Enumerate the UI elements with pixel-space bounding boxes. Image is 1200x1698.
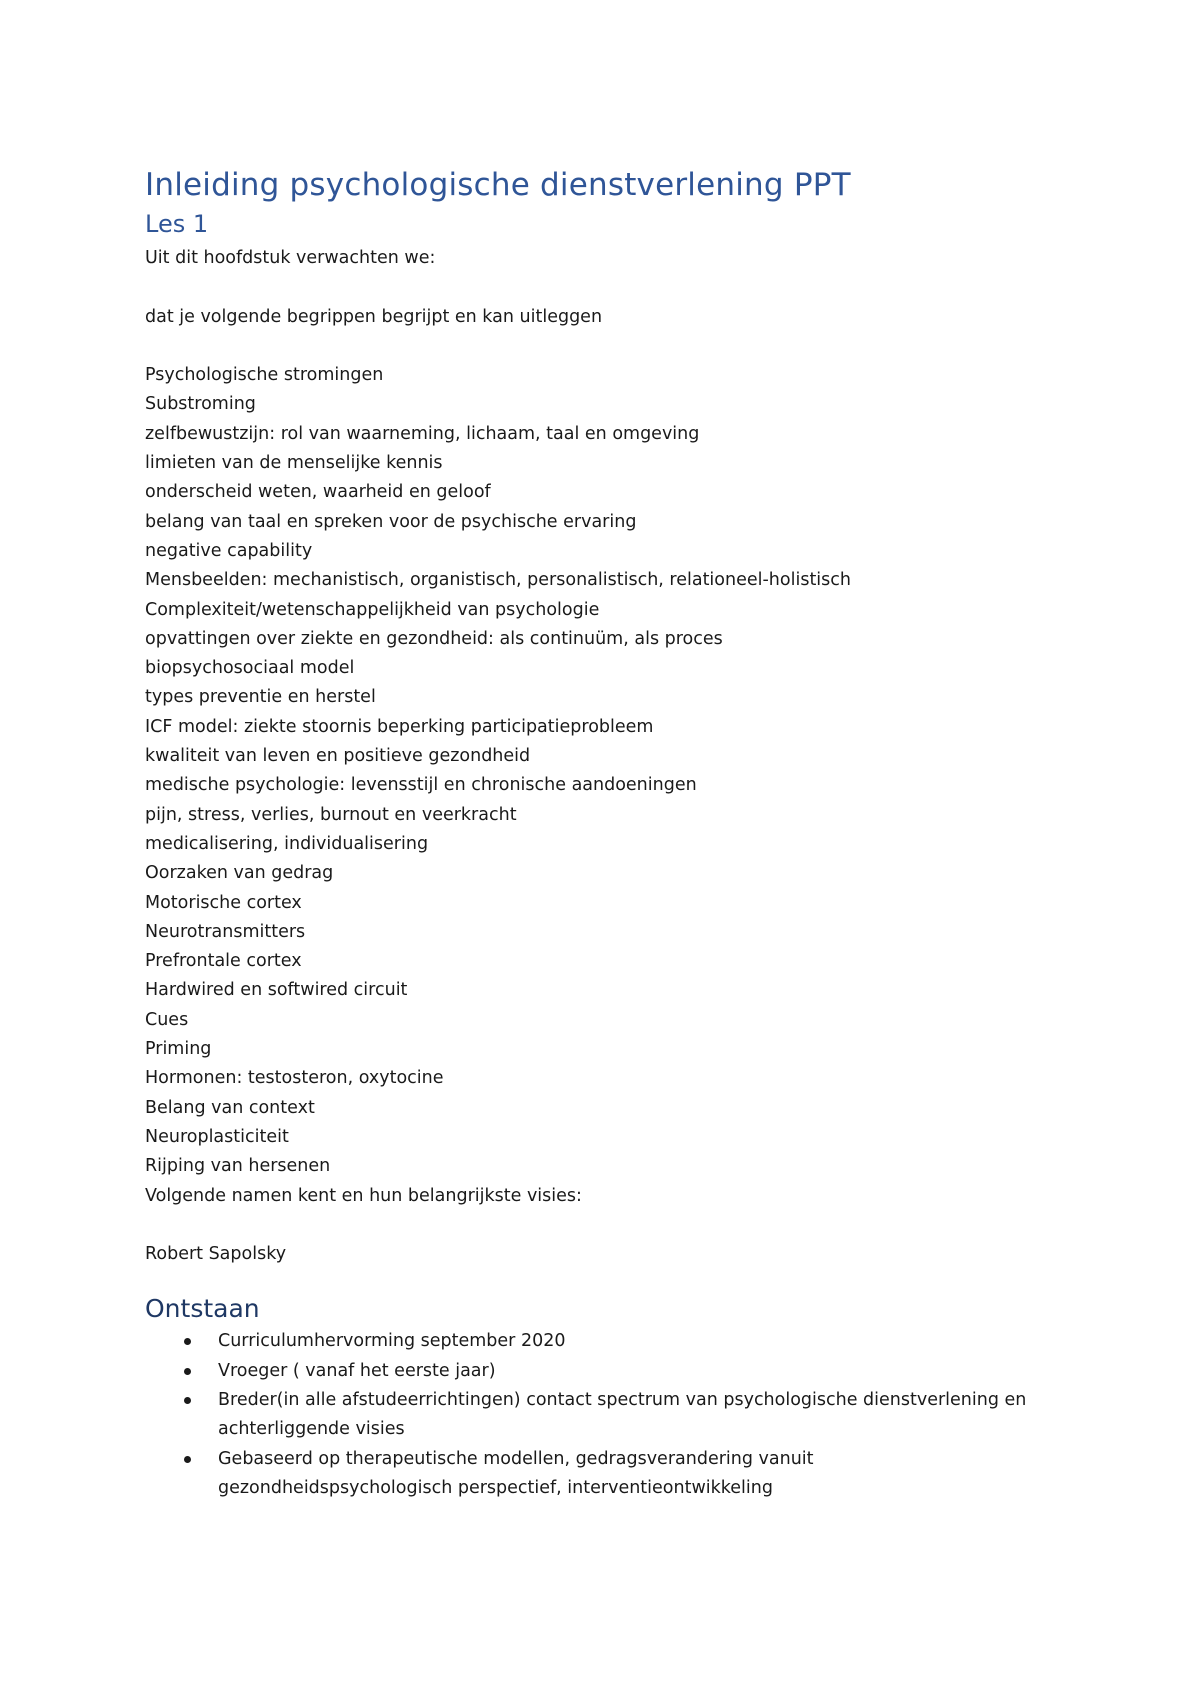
blank-line <box>145 1211 1105 1240</box>
concept-item: opvattingen over ziekte en gezondheid: als continuüm, als proces <box>145 628 723 649</box>
names-intro: Volgende namen kent en hun belangrijkste visies: <box>145 1185 582 1206</box>
concept-item: types preventie en herstel <box>145 687 376 708</box>
concept-item: Motorische cortex <box>145 892 302 913</box>
intro-line: Uit dit hoofdstuk verwachten we: <box>145 248 436 268</box>
intro-line-2: dat je volgende begrippen begrijpt en kan uitleggen <box>145 306 603 327</box>
bullet-text-line: Gebaseerd op therapeutische modellen, gedragsverandering vanuit <box>218 1448 814 1469</box>
concept-item: negative capability <box>145 540 313 561</box>
concept-item: Psychologische stromingen <box>145 365 384 386</box>
bullet-item <box>145 1445 1105 1504</box>
concept-list <box>145 361 1105 1181</box>
blank-line <box>145 273 1105 302</box>
bullet-item <box>145 1327 1105 1356</box>
concept-item: Substroming <box>145 394 256 415</box>
bullet-icon <box>184 1338 191 1345</box>
blank-line <box>145 332 1105 361</box>
concept-item: Prefrontale cortex <box>145 951 302 972</box>
concept-item: Rijping van hersenen <box>145 1156 331 1177</box>
concept-item: biopsychosociaal model <box>145 658 355 679</box>
concept-item: Priming <box>145 1039 212 1060</box>
concept-item: medische psychologie: levensstijl en chronische aandoeningen <box>145 775 697 796</box>
document-content <box>145 166 1105 1503</box>
concept-item: Neurotransmitters <box>145 921 306 942</box>
concept-item: Hardwired en softwired circuit <box>145 980 408 1001</box>
concept-item: Hormonen: testosteron, oxytocine <box>145 1068 444 1089</box>
bullet-text-line: Breder(in alle afstudeerrichtingen) contact spectrum van psychologische dienstverlening en <box>218 1389 1027 1410</box>
concept-item: Belang van context <box>145 1097 315 1118</box>
section-heading-ontstaan: Ontstaan <box>145 1294 260 1324</box>
concept-item: medicalisering, individualisering <box>145 833 429 854</box>
bullet-item <box>145 1386 1105 1445</box>
concept-item: Mensbeelden: mechanistisch, organistisch, personalistisch, relationeel-holistisch <box>145 570 851 591</box>
bullet-icon <box>184 1368 191 1375</box>
name-entry: Robert Sapolsky <box>145 1244 287 1265</box>
concept-item: pijn, stress, verlies, burnout en veerkracht <box>145 804 517 825</box>
concept-item: Oorzaken van gedrag <box>145 863 334 884</box>
concept-item: belang van taal en spreken voor de psychische ervaring <box>145 511 637 532</box>
concept-item: zelfbewustzijn: rol van waarneming, lichaam, taal en omgeving <box>145 423 700 444</box>
concept-item: ICF model: ziekte stoornis beperking participatieprobleem <box>145 716 654 737</box>
document-title: Inleiding psychologische dienstverlening PPT <box>145 167 851 203</box>
concept-item: Neuroplasticiteit <box>145 1126 289 1147</box>
bullet-text-line: achterliggende visies <box>218 1419 405 1440</box>
lesson-subtitle: Les 1 <box>145 210 209 238</box>
concept-item: onderscheid weten, waarheid en geloof <box>145 482 491 503</box>
bullet-text-line: Curriculumhervorming september 2020 <box>218 1331 566 1352</box>
bullet-text-line: gezondheidspsychologisch perspectief, interventieontwikkeling <box>218 1477 773 1498</box>
concept-item: kwaliteit van leven en positieve gezondheid <box>145 746 531 767</box>
bullet-icon <box>184 1456 191 1463</box>
bullet-list <box>145 1327 1105 1503</box>
bullet-text-line: Vroeger ( vanaf het eerste jaar) <box>218 1360 496 1381</box>
concept-item: Complexiteit/wetenschappelijkheid van psychologie <box>145 599 600 620</box>
concept-item: limieten van de menselijke kennis <box>145 453 443 474</box>
concept-item: Cues <box>145 1009 189 1030</box>
bullet-icon <box>184 1397 191 1404</box>
bullet-item <box>145 1357 1105 1386</box>
